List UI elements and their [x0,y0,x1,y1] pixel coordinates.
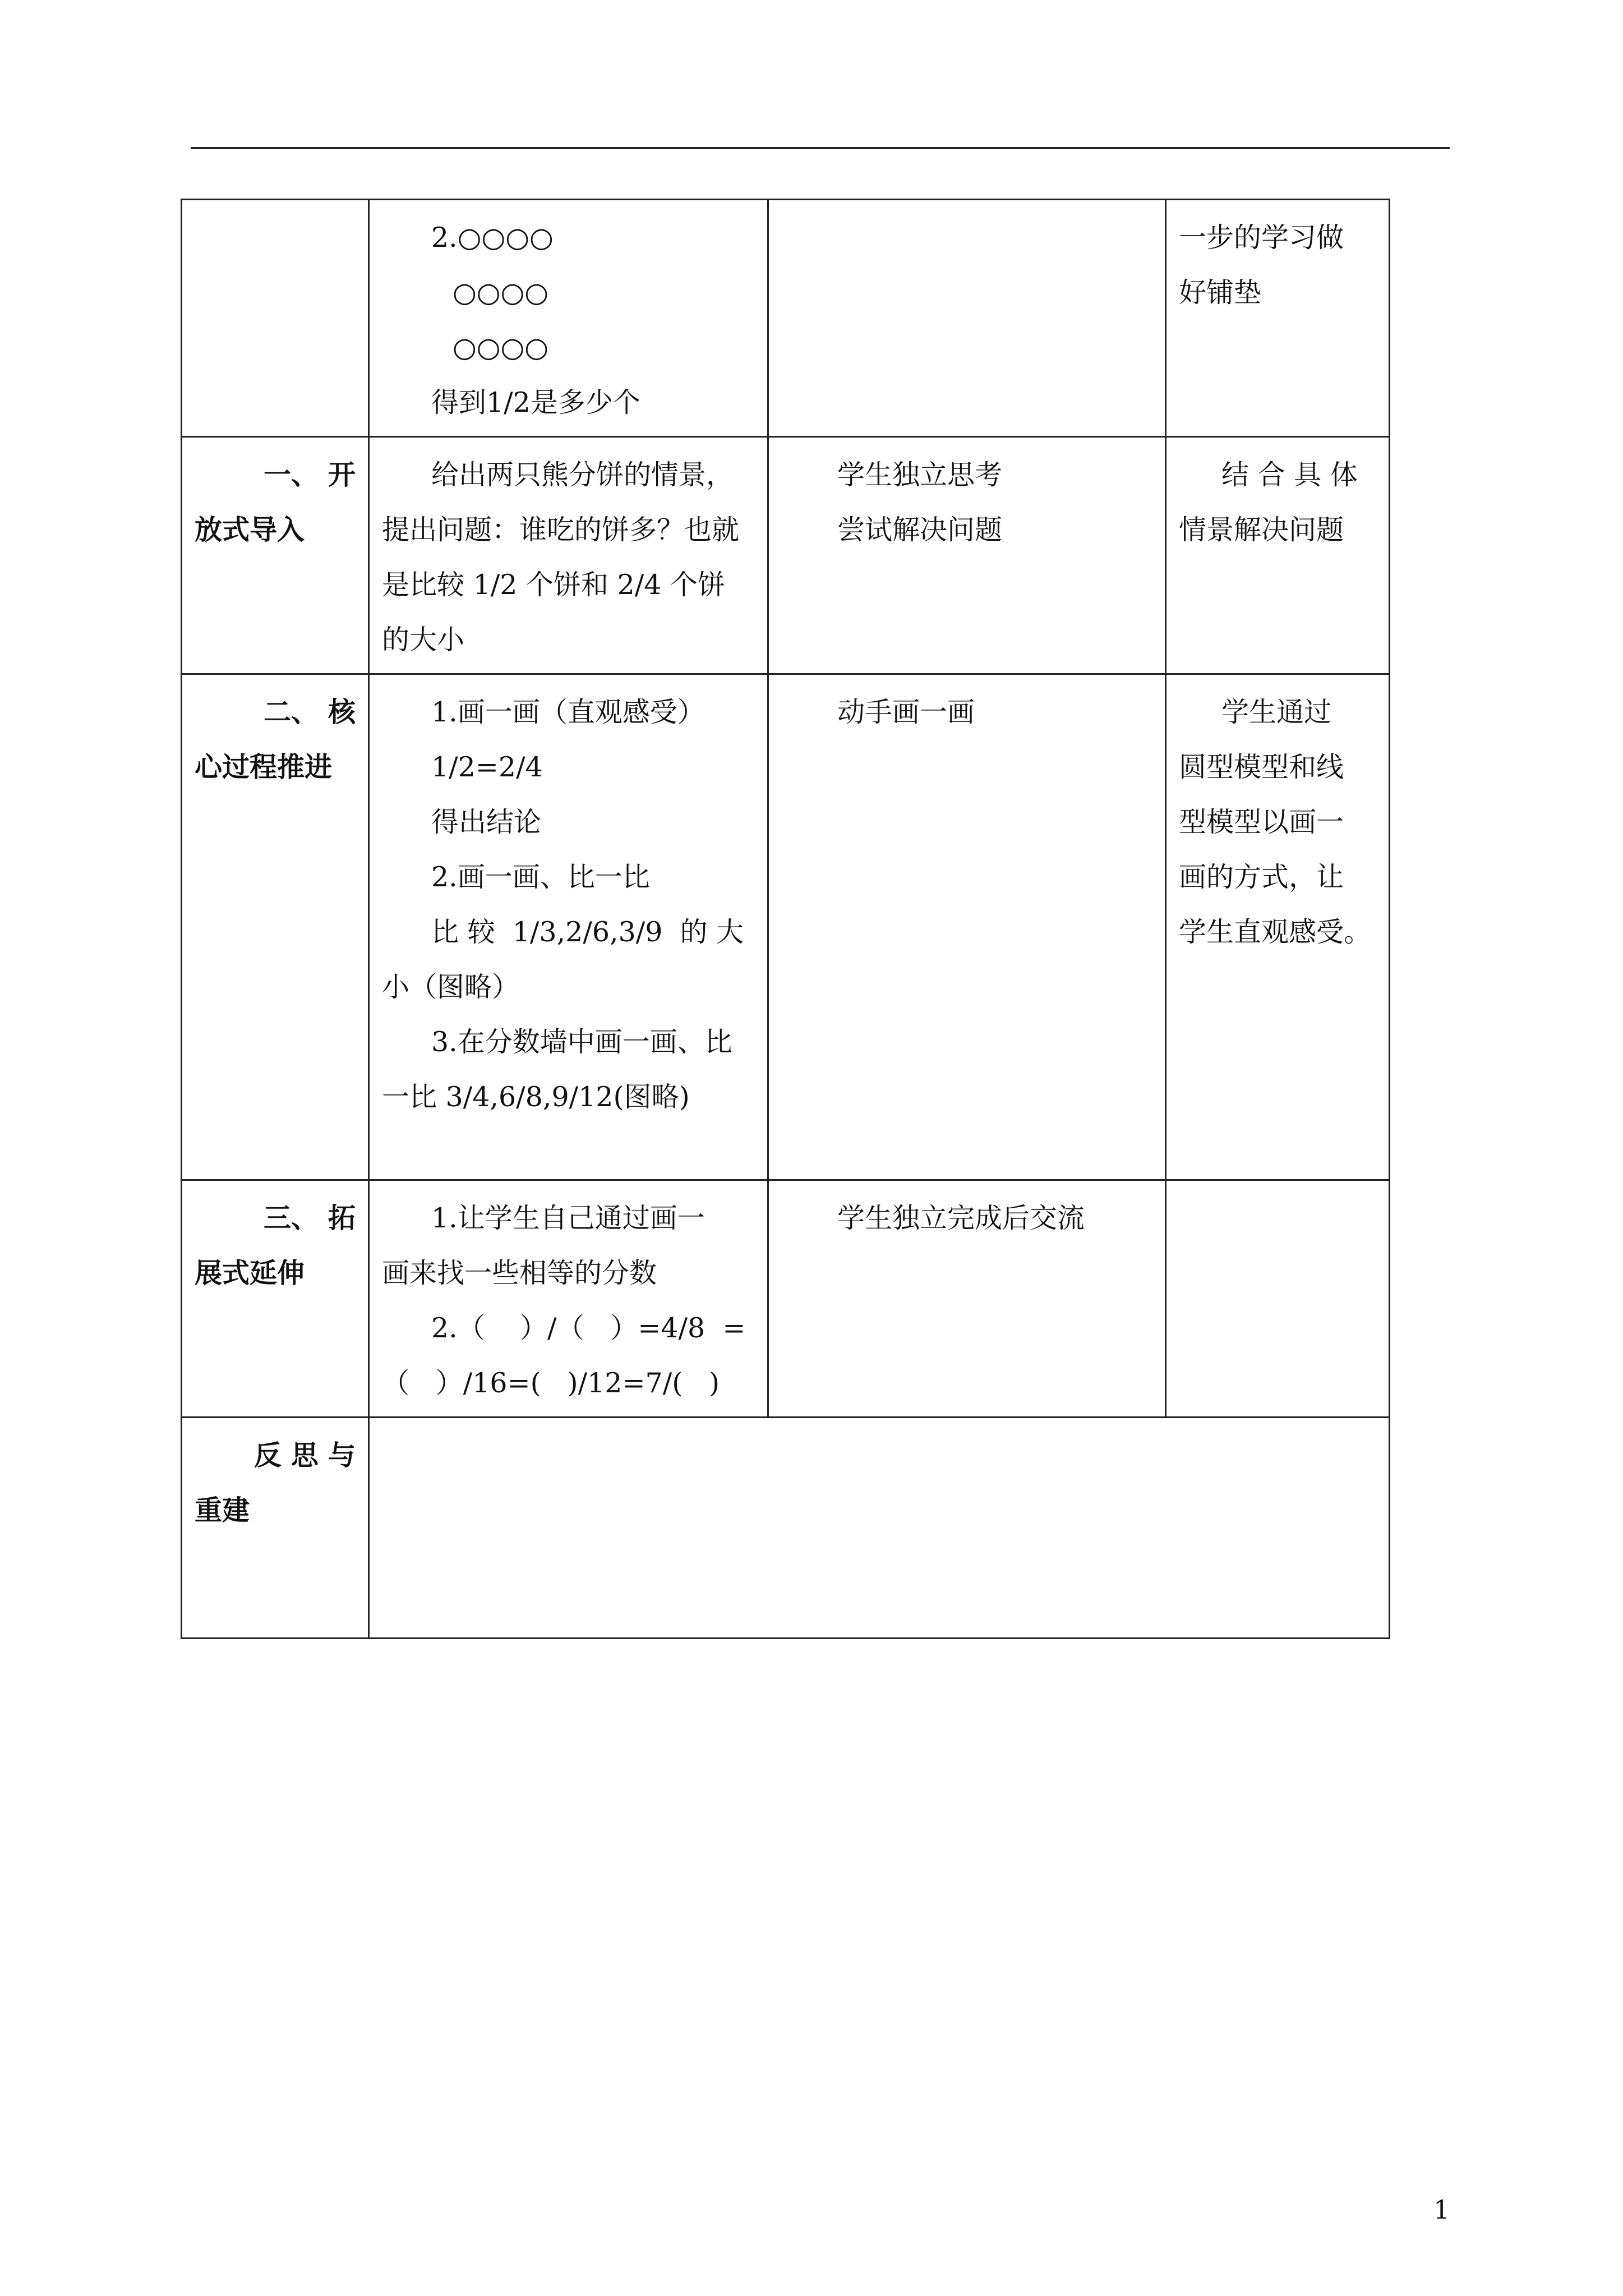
teacher-line: 得出结论 [431,806,542,838]
teacher-line: 比 较 1/3,2/6,3/9 的 大 [431,916,744,948]
row-label-cell [182,437,369,674]
row-label-cell [182,1180,369,1418]
teacher-line: ○○○○ [453,277,549,309]
lesson-plan-table [181,199,1390,1639]
student-line: 动手画一画 [837,696,975,728]
teacher-line: 2.画一画、比一比 [431,861,650,893]
intent-line: 圆型模型和线 [1179,751,1344,783]
teacher-line: 一比 3/4,6/8,9/12(图略) [382,1081,690,1113]
row-label-cell [182,674,369,1180]
student-line: 学生独立完成后交流 [837,1202,1085,1234]
teacher-line: 的大小 [382,624,465,656]
row-label-line: 展式延伸 [195,1257,305,1289]
design-intent-cell [1166,200,1390,437]
row-label-line: 一、 开 [263,459,356,491]
row-label-line: 三、 拓 [263,1202,356,1234]
intent-line: 情景解决问题 [1179,514,1344,546]
row-label-line: 二、 核 [263,696,356,728]
page-number: 1 [1433,2194,1450,2225]
teacher-line: （ ）/16=( )/12=7/( ) [382,1367,720,1399]
row-label-line: 心过程推进 [195,751,333,783]
teacher-line: 得到1/2是多少个 [431,386,640,418]
intent-line: 学生通过 [1221,696,1332,728]
teacher-line: 给出两只熊分饼的情景， [431,459,734,491]
intent-line: 好铺垫 [1179,277,1262,309]
teacher-activity-cell [369,200,768,437]
student-activity-cell [768,674,1166,1180]
row-label-line: 放式导入 [195,514,305,546]
teacher-line: 是比较 1/2 个饼和 2/4 个饼 [382,569,726,601]
intent-line: 结 合 具 体 [1221,459,1358,491]
teacher-activity-cell [369,674,768,1180]
teacher-activity-cell [369,1180,768,1418]
row-label-line: 反 思 与 [253,1439,356,1471]
design-intent-cell [1166,437,1390,674]
teacher-line: 2.（ ）/（ ）=4/8 = [431,1312,746,1344]
table-row [182,200,1390,437]
row-label-cell [182,200,369,437]
student-line: 尝试解决问题 [837,514,1003,546]
teacher-line: 2.○○○○ [431,222,554,254]
header-rule [191,147,1450,149]
intent-line: 画的方式，让 [1179,861,1344,893]
teacher-line: ○○○○ [453,332,549,364]
teacher-line: 小（图略） [382,971,520,1003]
intent-line: 型模型以画一 [1179,806,1344,838]
intent-line: 一步的学习做 [1179,222,1344,254]
student-activity-cell [768,200,1166,437]
table-row [182,674,1390,1180]
teacher-activity-cell [369,437,768,674]
student-activity-cell [768,1180,1166,1418]
teacher-line: 1.画一画（直观感受） [431,696,705,728]
student-activity-cell [768,437,1166,674]
teacher-line: 提出问题：谁吃的饼多？也就 [382,514,740,546]
table-row [182,437,1390,674]
teacher-line: 1/2=2/4 [431,751,543,783]
row-label-line: 重建 [195,1494,250,1526]
intent-line: 学生直观感受。 [1179,916,1372,948]
table-row [182,1418,1390,1639]
design-intent-cell [1166,674,1390,1180]
student-line: 学生独立思考 [837,459,1003,491]
reflection-cell [369,1418,1390,1639]
teacher-line: 画来找一些相等的分数 [382,1257,657,1289]
teacher-line: 1.让学生自己通过画一 [431,1202,705,1234]
row-label-cell [182,1418,369,1639]
teacher-line: 3.在分数墙中画一画、比 [431,1026,732,1058]
design-intent-cell [1166,1180,1390,1418]
table-row [182,1180,1390,1418]
